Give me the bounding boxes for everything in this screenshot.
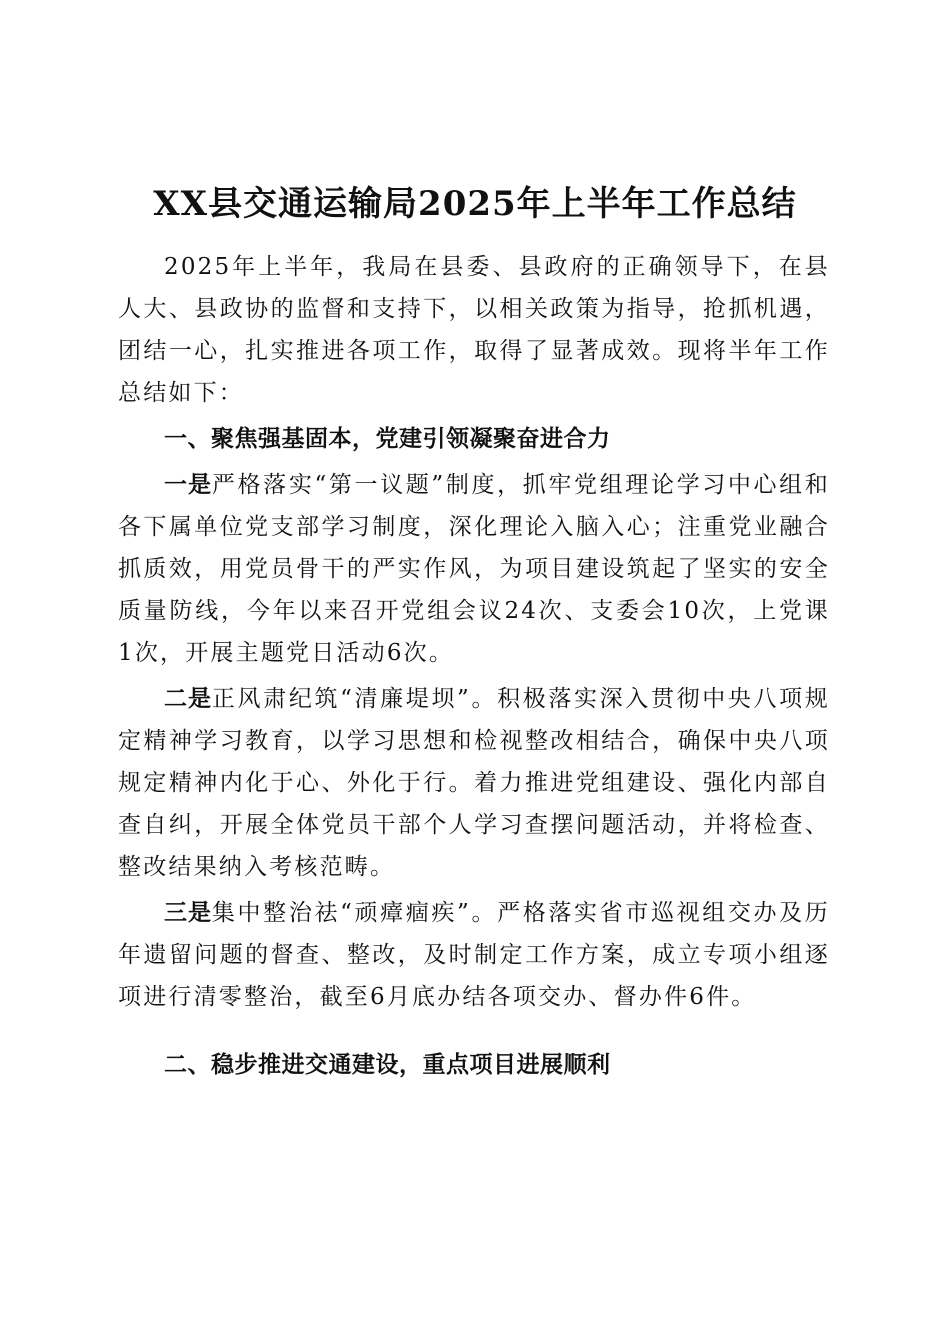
item-text: 正风肃纪筑“清廉堤坝”。积极落实深入贯彻中央八项规定精神学习教育，以学习思想和检视整改相结合，确保中央八项规定精神内化于心、外化于行。着力推进党组建设、强化内部自查自纠，开展全体党员干部个人学习查摆问题活动，并将检查、整改结果纳入考核范畴。 (118, 686, 830, 880)
item-lead: 三是 (164, 900, 212, 926)
item-lead: 一是 (164, 472, 212, 498)
section-heading-2: 二、稳步推进交通建设，重点项目进展顺利 (164, 1052, 611, 1078)
list-item (118, 678, 830, 888)
item-lead: 二是 (164, 686, 212, 712)
list-item (118, 892, 830, 1018)
page-title: XX县交通运输局2025年上半年工作总结 (153, 184, 797, 224)
section-heading-1: 一、聚焦强基固本，党建引领凝聚奋进合力 (164, 426, 611, 452)
list-item (118, 464, 830, 674)
intro-paragraph: 2025年上半年，我局在县委、县政府的正确领导下，在县人大、县政协的监督和支持下，以相关政策为指导，抢抓机遇，团结一心，扎实推进各项工作，取得了显著成效。现将半年工作总结如下： (118, 254, 830, 406)
item-text: 严格落实“第一议题”制度，抓牢党组理论学习中心组和各下属单位党支部学习制度，深化理论入脑入心；注重党业融合抓质效，用党员骨干的严实作风，为项目建设筑起了坚实的安全质量防线，今年以来召开党组会议24次、支委会10次，上党课1次，开展主题党日活动6次。 (118, 472, 830, 666)
section-spacer (118, 1022, 830, 1044)
document-body (118, 246, 830, 1090)
item-text: 集中整治祛“顽瘴痼疾”。严格落实省市巡视组交办及历年遗留问题的督查、整改，及时制定工作方案，成立专项小组逐项进行清零整治，截至6月底办结各项交办、督办件6件。 (118, 900, 830, 1010)
